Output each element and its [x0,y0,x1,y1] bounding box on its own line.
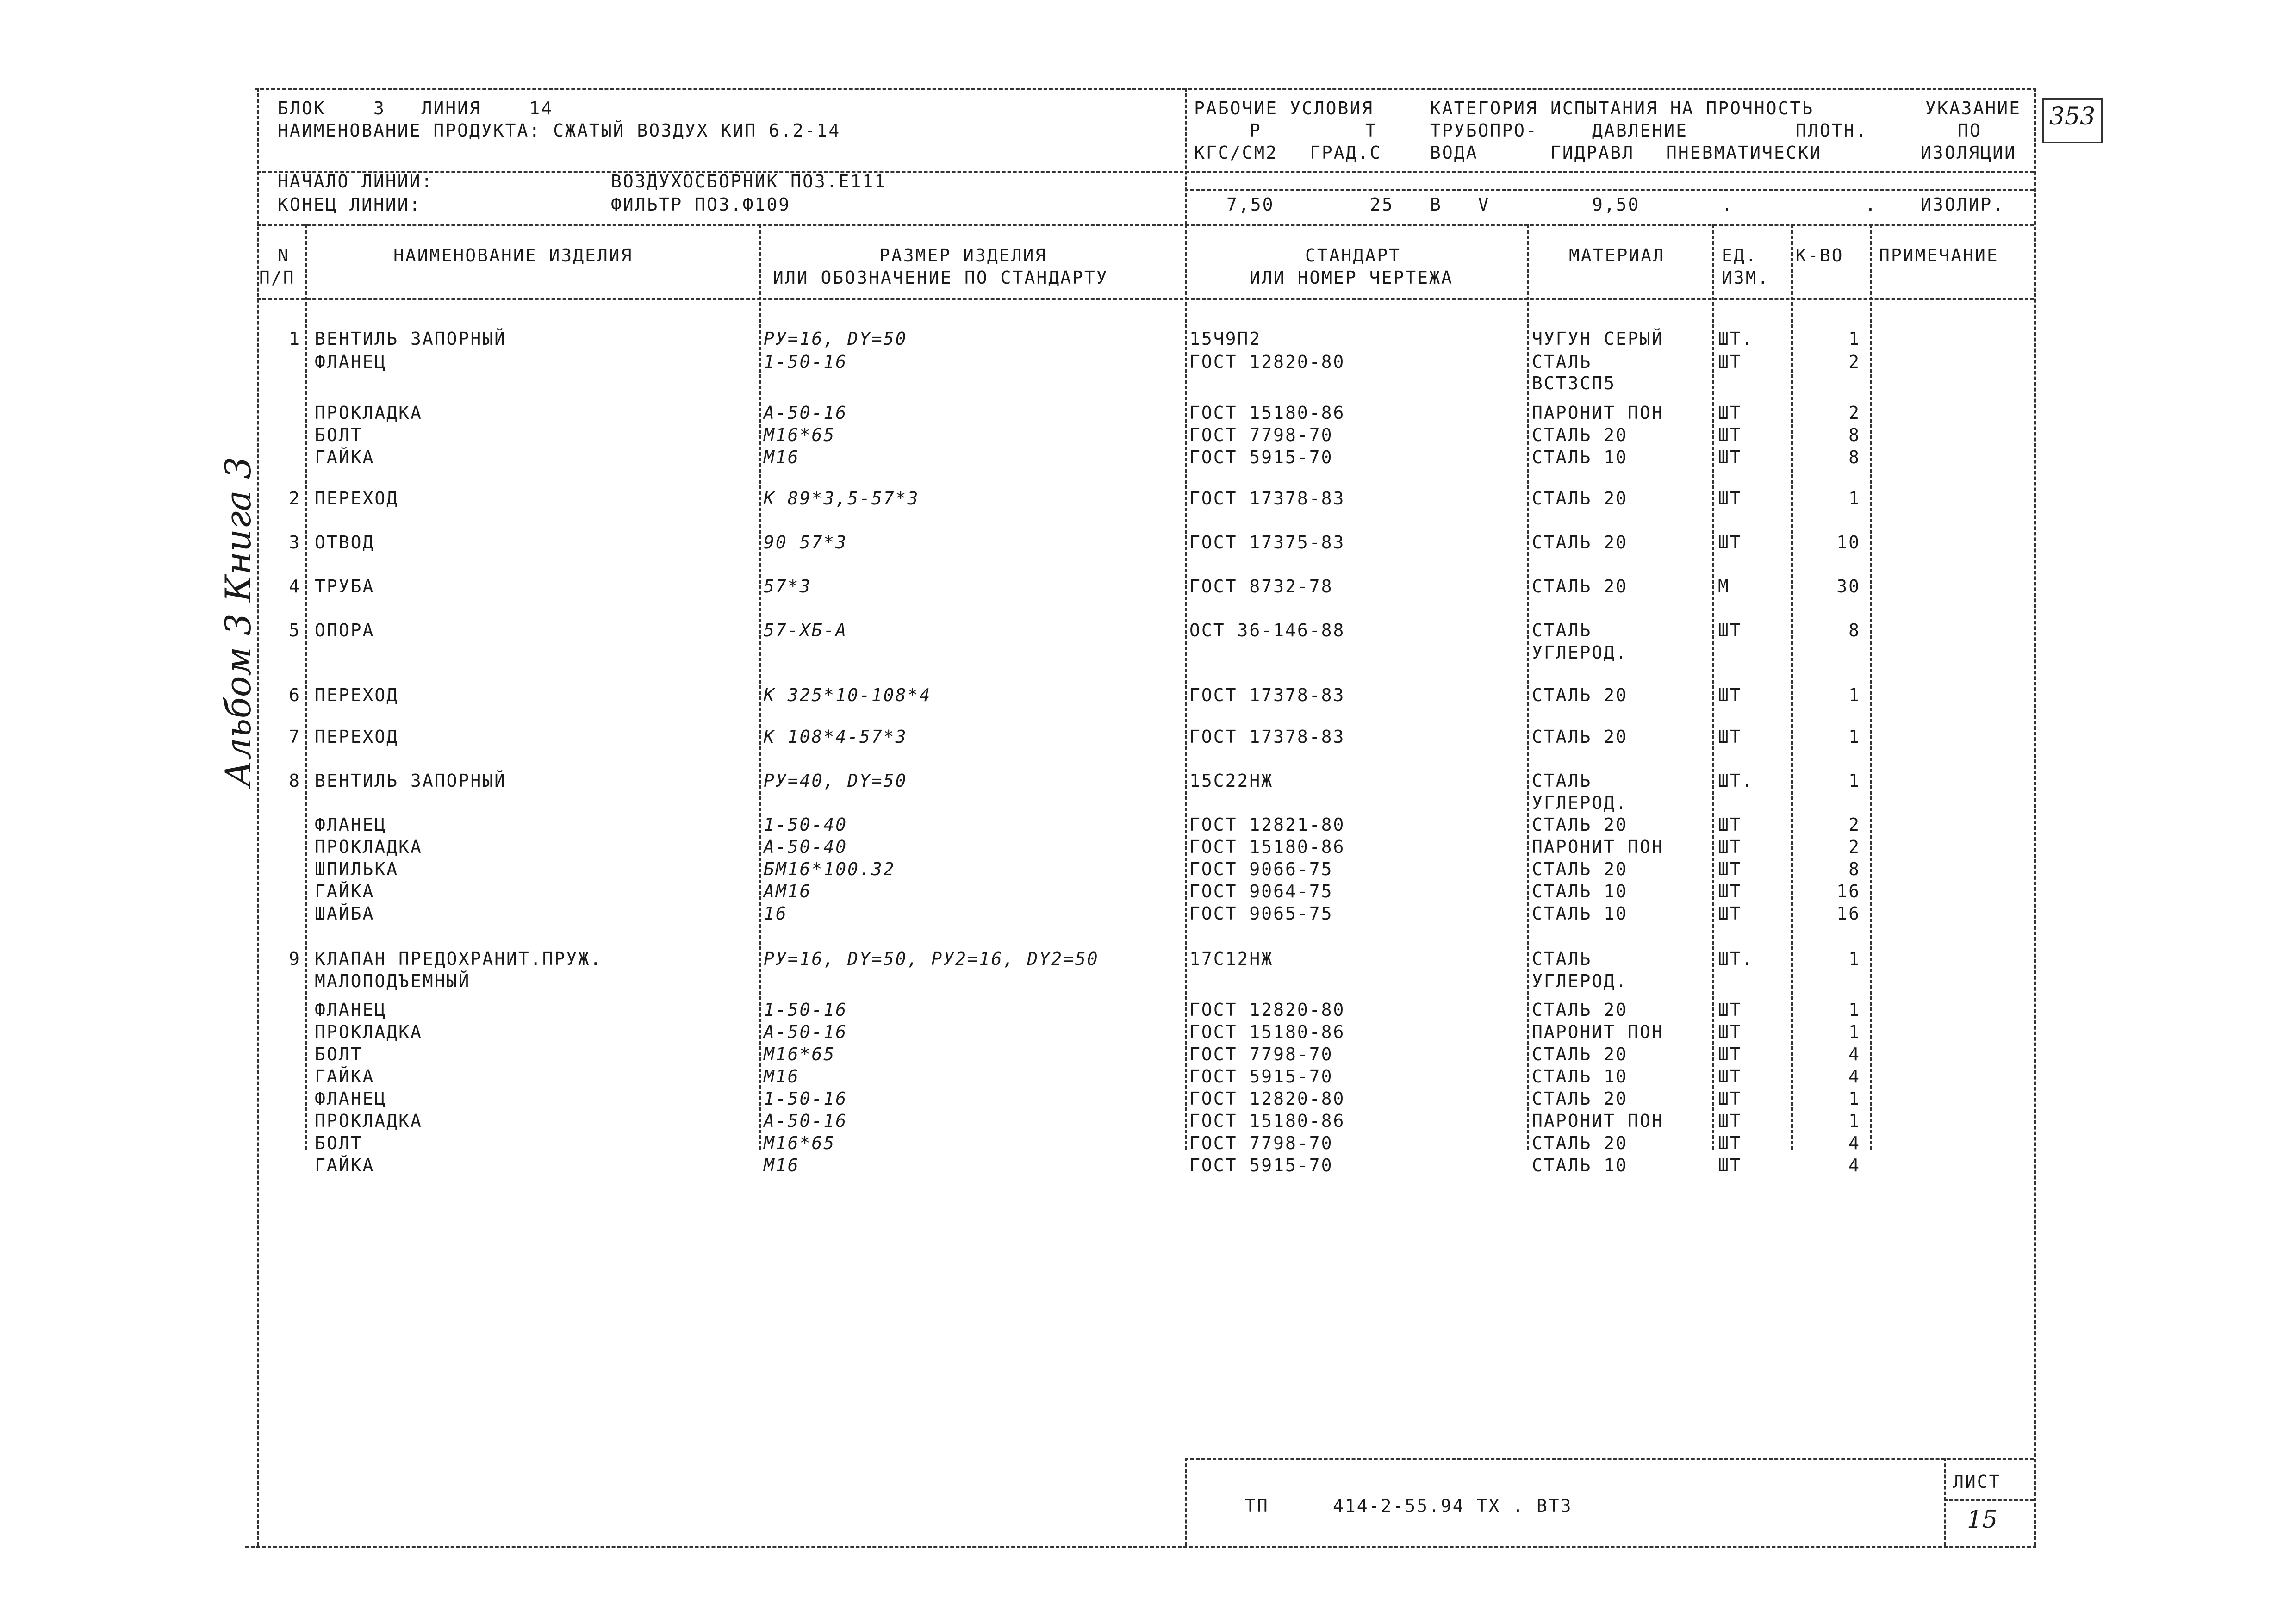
header-start-label: НАЧАЛО ЛИНИИ: [278,171,434,192]
row-number: 8 [289,771,301,791]
row-unit: ШТ [1718,1000,1742,1020]
frame-top [255,88,2036,90]
row-name: ПЕРЕХОД [315,488,399,509]
val-dot2: . [1865,194,1877,215]
row-material: СТАЛЬ 20 [1532,815,1628,835]
row-name: ГАЙКА [315,447,375,467]
row-standard: ГОСТ 12820-80 [1189,352,1345,372]
row-standard: ГОСТ 5915-70 [1189,1155,1333,1175]
col-qty: К-ВО [1796,245,1844,266]
header-mid-line [257,171,2034,173]
row-standard: ГОСТ 7798-70 [1189,425,1333,445]
col-div-7 [1870,224,1872,1150]
row-qty: 8 [1848,425,1860,445]
test-l2b: ПЛОТН. [1796,120,1868,141]
row-standard: ГОСТ 17375-83 [1189,532,1345,553]
row-material: СТАЛЬ 20 [1532,1000,1628,1020]
row-unit: ШТ [1718,1155,1742,1175]
row-unit: ШТ [1718,1133,1742,1153]
row-number: 9 [289,949,301,969]
row-number: 7 [289,727,301,747]
row-material: ПАРОНИТ ПОН [1532,1111,1664,1131]
row-name: ПРОКЛАДКА [315,1022,423,1042]
row-size: РУ=40, DY=50 [764,771,908,791]
row-material: СТАЛЬ 20 [1532,1133,1628,1153]
row-material: СТАЛЬ 20 [1532,727,1628,747]
row-standard: ГОСТ 15180-86 [1189,1022,1345,1042]
row-size: А-50-40 [764,837,848,857]
row-standard: ОСТ 36-146-88 [1189,620,1345,640]
row-material: СТАЛЬ 20 [1532,425,1628,445]
col-div-5 [1712,224,1714,1150]
row-standard: ГОСТ 9065-75 [1189,903,1333,924]
row-qty: 1 [1848,771,1860,791]
ins-l3: ИЗОЛЯЦИИ [1921,143,2017,163]
row-size: А-50-16 [764,1111,848,1131]
row-qty: 10 [1836,532,1860,553]
row-size: БМ16*100.32 [764,859,896,879]
row-material: СТАЛЬ [1532,620,1592,640]
row-name: ГАЙКА [315,1066,375,1087]
footer-top-line [1185,1458,2034,1460]
row-material: СТАЛЬ 20 [1532,532,1628,553]
row-material: ЧУГУН СЕРЫЙ [1532,329,1664,349]
frame-bottom [245,1546,2036,1548]
row-name: БОЛТ [315,1044,363,1064]
footer-left-line [1185,1458,1187,1546]
row-name: ФЛАНЕЦ [315,815,387,835]
header-values-line [1185,189,2034,191]
test-l1: ИСПЫТАНИЯ НА ПРОЧНОСТЬ [1550,98,1814,118]
row-unit: ШТ [1718,447,1742,467]
row-material: СТАЛЬ 20 [1532,488,1628,509]
header-bottom-line [257,224,2034,226]
row-size: 16 [764,903,788,924]
row-material: СТАЛЬ [1532,771,1592,791]
wc-title: РАБОЧИЕ УСЛОВИЯ [1194,98,1374,118]
row-size: М16*65 [764,1044,836,1064]
row-size: К 108*4-57*3 [764,727,908,747]
col-mat: МАТЕРИАЛ [1569,245,1665,266]
row-material: СТАЛЬ 10 [1532,903,1628,924]
side-note-text: Альбом 3 Книга 3 [218,456,259,787]
row-name: ШАЙБА [315,903,375,924]
row-unit: ШТ [1718,425,1742,445]
header-start-value: ВОЗДУХОСБОРНИК ПОЗ.Е111 [611,171,887,192]
row-standard: ГОСТ 12821-80 [1189,815,1345,835]
row-unit: ШТ [1718,685,1742,705]
row-qty: 16 [1836,881,1860,902]
row-size: М16*65 [764,425,836,445]
row-size: 1-50-16 [764,1000,848,1020]
row-unit: ШТ [1718,815,1742,835]
row-size: М16*65 [764,1133,836,1153]
row-qty: 1 [1848,1111,1860,1131]
col-std-l1: СТАНДАРТ [1305,245,1401,266]
row-name: ГАЙКА [315,881,375,902]
row-size: А-50-16 [764,1022,848,1042]
row-standard: ГОСТ 5915-70 [1189,447,1333,467]
row-standard: 15Ч9П2 [1189,329,1262,349]
test-pn: ПНЕВМАТИЧЕСКИ [1666,143,1822,163]
wc-t-unit: ГРАД.С [1310,143,1382,163]
row-material: СТАЛЬ 10 [1532,1066,1628,1087]
row-name: ОТВОД [315,532,375,553]
val-hyd: 9,50 [1592,194,1640,215]
row-material: ПАРОНИТ ПОН [1532,837,1664,857]
row-name: ПРОКЛАДКА [315,1111,423,1131]
row-material: СТАЛЬ 20 [1532,1088,1628,1109]
row-material: УГЛЕРОД. [1532,642,1628,663]
row-material: СТАЛЬ [1532,949,1592,969]
val-t: 25 [1370,194,1394,215]
col-name: НАИМЕНОВАНИЕ ИЗДЕЛИЯ [393,245,633,266]
row-qty: 2 [1848,352,1860,372]
row-qty: 2 [1848,837,1860,857]
val-p: 7,50 [1226,194,1275,215]
row-name: КЛАПАН ПРЕДОХРАНИТ.ПРУЖ. [315,949,603,969]
row-name: ПРОКЛАДКА [315,837,423,857]
footer-code: 414-2-55.94 ТХ . ВТ3 [1333,1496,1573,1516]
footer-sheet-line [1944,1458,1946,1546]
col-size-l1: РАЗМЕР ИЗДЕЛИЯ [879,245,1047,266]
row-name: ГАЙКА [315,1155,375,1175]
row-material: УГЛЕРОД. [1532,971,1628,991]
row-qty: 1 [1848,1000,1860,1020]
row-number: 6 [289,685,301,705]
row-number: 1 [289,329,301,349]
row-name: МАЛОПОДЪЕМНЫЙ [315,971,471,991]
header-end-label: КОНЕЦ ЛИНИИ: [278,194,422,215]
row-unit: ШТ. [1718,949,1754,969]
row-qty: 8 [1848,620,1860,640]
row-unit: ШТ [1718,403,1742,423]
row-material: ПАРОНИТ ПОН [1532,1022,1664,1042]
row-number: 2 [289,488,301,509]
row-name: ШПИЛЬКА [315,859,399,879]
page-number-box [2042,98,2103,143]
col-note: ПРИМЕЧАНИЕ [1879,245,1999,266]
row-size: 90 57*3 [764,532,848,553]
row-qty: 16 [1836,903,1860,924]
row-size: 1-50-40 [764,815,848,835]
row-standard: ГОСТ 15180-86 [1189,403,1345,423]
row-qty: 2 [1848,403,1860,423]
row-name: ФЛАНЕЦ [315,1000,387,1020]
row-standard: ГОСТ 17378-83 [1189,685,1345,705]
cat-l1: КАТЕГОРИЯ [1430,98,1538,118]
row-material: СТАЛЬ 20 [1532,859,1628,879]
row-material: СТАЛЬ 20 [1532,576,1628,597]
row-unit: ШТ. [1718,329,1754,349]
row-standard: ГОСТ 12820-80 [1189,1000,1345,1020]
row-qty: 4 [1848,1066,1860,1087]
val-ins: ИЗОЛИР. [1921,194,2005,215]
row-standard: ГОСТ 9064-75 [1189,881,1333,902]
test-l2: ДАВЛЕНИЕ [1592,120,1688,141]
col-num-l1: N [278,245,290,266]
row-name: ПЕРЕХОД [315,727,399,747]
row-unit: ШТ [1718,532,1742,553]
col-unit-l2: ИЗМ. [1722,267,1770,288]
row-unit: ШТ [1718,881,1742,902]
cat-l2: ТРУБОПРО- [1430,120,1538,141]
cat-l3: ВОДА [1430,143,1478,163]
row-size: К 89*3,5-57*3 [764,488,920,509]
row-material: СТАЛЬ 20 [1532,685,1628,705]
row-standard: ГОСТ 12820-80 [1189,1088,1345,1109]
col-div-6 [1791,224,1793,1150]
row-number: 5 [289,620,301,640]
row-material: УГЛЕРОД. [1532,793,1628,813]
row-qty: 4 [1848,1044,1860,1064]
row-standard: ГОСТ 7798-70 [1189,1044,1333,1064]
row-unit: ШТ. [1718,771,1754,791]
row-qty: 4 [1848,1133,1860,1153]
row-standard: ГОСТ 17378-83 [1189,488,1345,509]
row-name: ФЛАНЕЦ [315,352,387,372]
columns-bottom-line [257,298,2034,300]
row-unit: ШТ [1718,620,1742,640]
header-block-line: БЛОК 3 ЛИНИЯ 14 [278,98,554,118]
row-name: БОЛТ [315,1133,363,1153]
col-size-l2: ИЛИ ОБОЗНАЧЕНИЕ ПО СТАНДАРТУ [773,267,1108,288]
footer-tp: ТП [1245,1496,1269,1516]
row-unit: ШТ [1718,903,1742,924]
col-unit-l1: ЕД. [1722,245,1758,266]
row-size: АМ16 [764,881,812,902]
row-name: ВЕНТИЛЬ ЗАПОРНЫЙ [315,329,507,349]
row-standard: ГОСТ 8732-78 [1189,576,1333,597]
row-standard: ГОСТ 5915-70 [1189,1066,1333,1087]
footer-sheet-mid [1944,1499,2034,1501]
val-dot1: . [1722,194,1734,215]
row-material: СТАЛЬ 10 [1532,1155,1628,1175]
row-unit: ШТ [1718,1066,1742,1087]
row-number: 4 [289,576,301,597]
row-unit: ШТ [1718,727,1742,747]
page-number: 353 [2049,103,2096,131]
row-size: РУ=16, DY=50 [764,329,908,349]
row-qty: 1 [1848,1022,1860,1042]
row-size: 1-50-16 [764,1088,848,1109]
row-unit: ШТ [1718,1111,1742,1131]
row-qty: 8 [1848,447,1860,467]
header-product: НАИМЕНОВАНИЕ ПРОДУКТА: СЖАТЫЙ ВОЗДУХ КИП 6.2-14 [278,120,841,141]
row-name: ПРОКЛАДКА [315,403,423,423]
val-cat: В V [1430,194,1490,215]
footer-sheet-no: 15 [1967,1506,1998,1534]
row-unit: М [1718,576,1730,597]
row-name: ВЕНТИЛЬ ЗАПОРНЫЙ [315,771,507,791]
row-qty: 1 [1848,329,1860,349]
row-standard: 17С12НЖ [1189,949,1274,969]
row-name: БОЛТ [315,425,363,445]
row-unit: ШТ [1718,1044,1742,1064]
row-standard: ГОСТ 9066-75 [1189,859,1333,879]
row-size: А-50-16 [764,403,848,423]
row-material: СТАЛЬ [1532,352,1592,372]
row-standard: ГОСТ 17378-83 [1189,727,1345,747]
wc-p: Р [1250,120,1262,141]
row-qty: 30 [1836,576,1860,597]
ins-l1: УКАЗАНИЕ [1925,98,2022,118]
row-standard: ГОСТ 15180-86 [1189,1111,1345,1131]
row-size: М16 [764,1066,800,1087]
row-material: ПАРОНИТ ПОН [1532,403,1664,423]
row-name: ТРУБА [315,576,375,597]
row-material: СТАЛЬ 10 [1532,447,1628,467]
row-qty: 1 [1848,1088,1860,1109]
row-qty: 4 [1848,1155,1860,1175]
row-size: К 325*10-108*4 [764,685,932,705]
row-material: СТАЛЬ 20 [1532,1044,1628,1064]
wc-t: Т [1365,120,1377,141]
col-num-l2: П/П [259,267,295,288]
row-standard: ГОСТ 7798-70 [1189,1133,1333,1153]
header-end-value: ФИЛЬТР ПОЗ.Ф109 [611,194,791,215]
footer-sheet-label: ЛИСТ [1953,1472,2001,1492]
test-hyd: ГИДРАВЛ [1550,143,1635,163]
row-material: СТАЛЬ 10 [1532,881,1628,902]
row-qty: 1 [1848,685,1860,705]
row-size: М16 [764,447,800,467]
row-qty: 1 [1848,949,1860,969]
col-div-3 [1185,224,1187,1150]
row-qty: 8 [1848,859,1860,879]
frame-left [257,88,259,1546]
wc-p-unit: КГС/СМ2 [1194,143,1278,163]
frame-right [2034,88,2036,1546]
row-size: 1-50-16 [764,352,848,372]
row-name: ПЕРЕХОД [315,685,399,705]
row-name: ОПОРА [315,620,375,640]
col-div-1 [305,224,307,1150]
row-qty: 2 [1848,815,1860,835]
row-size: 57-ХБ-А [764,620,848,640]
row-standard: 15С22НЖ [1189,771,1274,791]
col-div-2 [759,224,761,1150]
row-name: ФЛАНЕЦ [315,1088,387,1109]
row-qty: 1 [1848,727,1860,747]
row-unit: ШТ [1718,488,1742,509]
row-number: 3 [289,532,301,553]
col-div-4 [1527,224,1529,1150]
col-std-l2: ИЛИ НОМЕР ЧЕРТЕЖА [1250,267,1453,288]
row-unit: ШТ [1718,837,1742,857]
row-size: РУ=16, DY=50, РУ2=16, DY2=50 [764,949,1099,969]
row-qty: 1 [1848,488,1860,509]
ins-l2: ПО [1958,120,1982,141]
row-size: 57*3 [764,576,812,597]
row-unit: ШТ [1718,859,1742,879]
row-unit: ШТ [1718,1022,1742,1042]
header-divider [1185,88,1187,224]
row-unit: ШТ [1718,1088,1742,1109]
row-size: М16 [764,1155,800,1175]
row-unit: ШТ [1718,352,1742,372]
row-standard: ГОСТ 15180-86 [1189,837,1345,857]
row-material: ВСТ3СП5 [1532,373,1616,393]
